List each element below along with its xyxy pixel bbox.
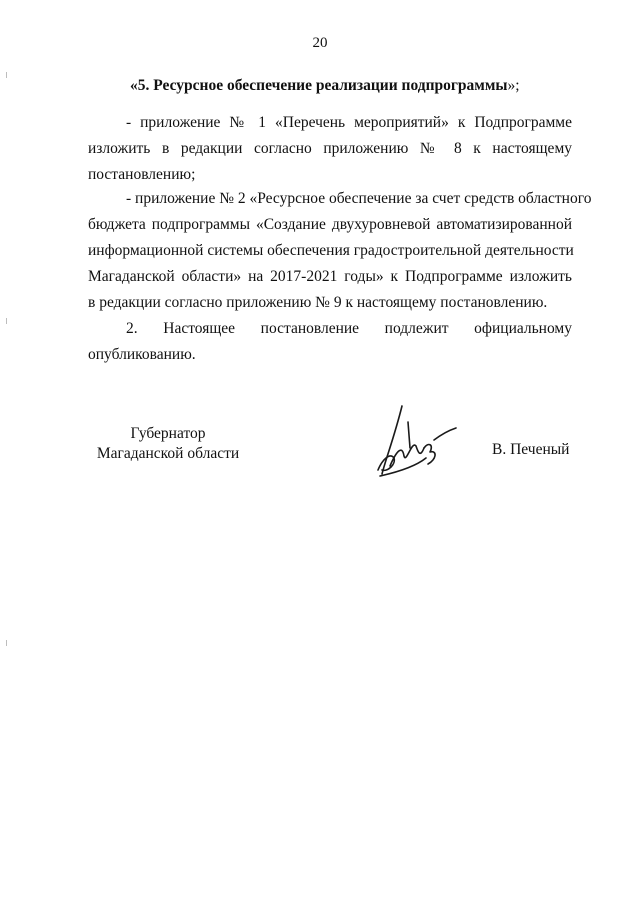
paragraph-appendix-1 [88,110,572,188]
page-number: 20 [312,35,328,51]
heading-bold-text: «5. Ресурсное обеспечение реализации подпрограммы [130,77,508,94]
paragraph-line: Магаданской области» на 2017-2021 годы» к Подпрограмме изложить [88,268,572,285]
paragraph-line: опубликованию. [88,346,196,363]
paragraph-line: - приложение № 2 «Ресурсное обеспечение за счет средств областного [126,190,592,207]
signer-title [88,424,248,464]
heading-tail-text: »; [507,77,520,94]
margin-scan-mark [6,318,7,324]
signer-title-line-1: Губернатор [130,425,206,442]
paragraph-line: 2. Настоящее постановление подлежит официальному [126,320,572,337]
margin-scan-mark [6,640,7,646]
paragraph-appendix-2 [88,186,592,316]
signer-name: В. Печеный [492,441,570,458]
paragraph-line: изложить в редакции согласно приложению № 8 к настоящему [88,140,572,157]
paragraph-line: постановлению; [88,166,196,183]
paragraph-line: бюджета подпрограммы «Создание двухуровневой автоматизированной [88,216,572,233]
paragraph-line: - приложение № 1 «Перечень мероприятий» к Подпрограмме [126,114,572,131]
section-heading [130,77,570,95]
paragraph-line: в редакции согласно приложению № 9 к настоящему постановлению. [88,294,548,311]
margin-scan-mark [6,72,7,78]
paragraph-publication [88,316,572,368]
signer-title-line-2: Магаданской области [96,445,240,462]
paragraph-line: информационной системы обеспечения градостроительной деятельности [88,242,574,259]
handwritten-signature [368,400,458,485]
